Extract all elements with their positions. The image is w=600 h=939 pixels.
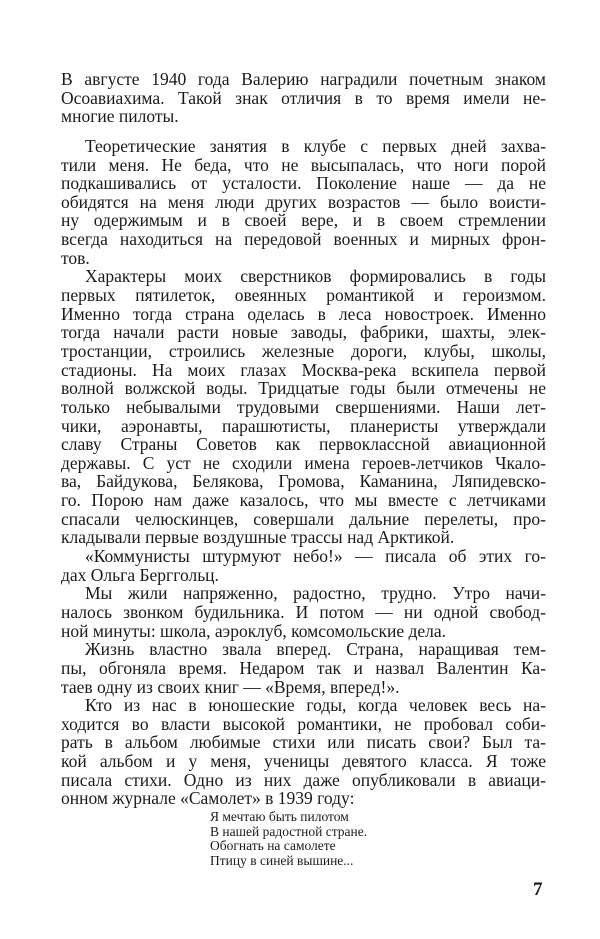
paragraph bbox=[61, 70, 546, 126]
body-text bbox=[61, 70, 546, 808]
text-line: стадионы. На моих глазах Москва-река вскипела первой bbox=[61, 359, 546, 380]
paragraph bbox=[61, 137, 546, 267]
text-line: писала стихи. Одно из них даже опубликовали в авиаци- bbox=[61, 769, 546, 790]
text-line: ходится во власти высокой романтики, не пробовал соби- bbox=[61, 713, 546, 734]
text-line: Теоретические занятия в клубе с первых дней захва- bbox=[85, 135, 546, 156]
text-line: Именно тогда страна оделась в леса новостроек. Именно bbox=[61, 303, 546, 324]
text-line: обидятся на меня люди других возрастов — было воисти- bbox=[61, 191, 546, 212]
paragraph bbox=[61, 267, 546, 547]
poem-line: Я мечтаю быть пилотом bbox=[210, 809, 349, 824]
poem bbox=[210, 810, 367, 869]
text-line: Мы жили напряженно, радостно, трудно. Утро начи- bbox=[85, 583, 546, 604]
page-number: 7 bbox=[533, 879, 543, 900]
text-line: ной минуты: школа, аэроклуб, комсомольские дела. bbox=[61, 620, 447, 641]
text-line: Кто из нас в юношеские годы, когда человек весь на- bbox=[85, 695, 546, 716]
text-line: тов. bbox=[61, 247, 90, 268]
text-line: Осоавиахима. Такой знак отличия в то время имели не- bbox=[61, 87, 546, 108]
poem-line: В нашей радостной стране. bbox=[210, 823, 368, 839]
text-line: онном журнале «Самолет» в 1939 году: bbox=[61, 788, 355, 809]
paragraph bbox=[61, 640, 546, 696]
text-line: славу Страны Советов как первоклассной авиационной bbox=[61, 434, 546, 455]
paragraph bbox=[61, 547, 546, 584]
text-line: В августе 1940 года Валерию наградили почетным знаком bbox=[61, 69, 546, 89]
text-line: тили меня. Не беда, что не высыпалась, что ноги порой bbox=[61, 154, 546, 175]
text-line: рать в альбом любимые стихи или писать свои? Был та- bbox=[61, 732, 546, 753]
text-line: только небывалыми трудовыми свершениями. Наши лет- bbox=[61, 396, 546, 417]
paragraph bbox=[61, 696, 546, 808]
text-line: го. Порою нам даже казалось, что мы вместе с летчиками bbox=[61, 490, 546, 511]
text-line: кой альбом и у меня, ученицы девятого класса. Я тоже bbox=[61, 751, 546, 772]
text-line: Жизнь властно звала вперед. Страна, наращивая тем- bbox=[85, 639, 546, 660]
text-line: Характеры моих сверстников формировались в годы bbox=[85, 266, 546, 287]
text-line: пы, обгоняла время. Недаром так и назвал Валентин Ка- bbox=[61, 657, 546, 678]
text-line: ну одержимым и в своей вере, и в своем стремлении bbox=[61, 210, 546, 231]
text-line: тогда начали расти новые заводы, фабрики, шахты, элек- bbox=[61, 322, 546, 343]
text-line: таев одну из своих книг — «Время, вперед!». bbox=[61, 676, 400, 697]
text-line: волной волжской воды. Тридцатые годы были отмечены не bbox=[61, 378, 546, 399]
text-line: спасали челюскинцев, совершали дальние перелеты, про- bbox=[61, 508, 546, 529]
text-line: многие пилоты. bbox=[61, 106, 179, 127]
poem-line: Птицу в синей вышине... bbox=[210, 853, 354, 869]
text-line: кладывали первые воздушные трассы над Арктикой. bbox=[61, 527, 455, 548]
paragraph bbox=[61, 584, 546, 640]
text-line: «Коммунисты штурмуют небо!» — писала об этих го- bbox=[85, 546, 546, 567]
text-line: налось звонком будильника. И потом — ни одной свобод- bbox=[61, 601, 546, 622]
text-line: тростанции, строились железные дороги, клубы, школы, bbox=[61, 340, 546, 361]
text-line: всегда находиться на передовой военных и мирных фрон- bbox=[61, 229, 546, 250]
text-line: первых пятилеток, овеянных романтикой и героизмом. bbox=[61, 285, 546, 306]
text-line: ва, Байдукова, Белякова, Громова, Каманина, Ляпидевско- bbox=[61, 471, 546, 492]
text-line: дах Ольга Берггольц. bbox=[61, 564, 219, 585]
text-line: державы. С уст не сходили имена героев-летчиков Чкало- bbox=[61, 452, 546, 473]
poem-line: Обогнать на самолете bbox=[210, 838, 336, 854]
text-line: подкашивались от усталости. Поколение наше — да не bbox=[61, 173, 546, 194]
text-line: чики, аэронавты, парашютисты, планеристы утверждали bbox=[61, 415, 546, 436]
